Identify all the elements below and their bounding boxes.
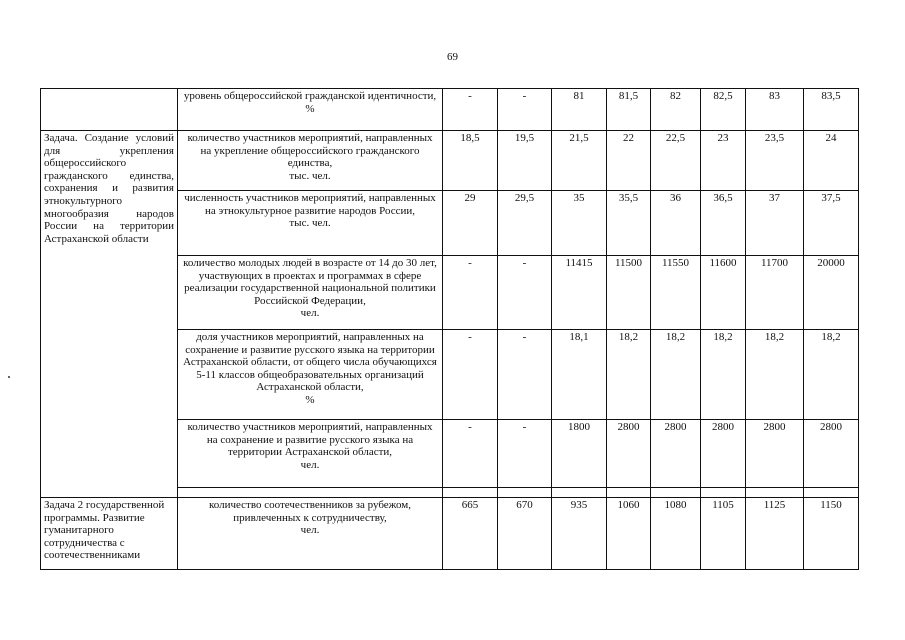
value-cell: 935: [552, 498, 607, 570]
value-cell: 11415: [552, 256, 607, 330]
task-cell: [41, 89, 178, 131]
indicator-unit: чел.: [300, 524, 320, 537]
value-cell: 22: [607, 131, 651, 191]
value-cell: 22,5: [651, 131, 701, 191]
value-cell: -: [498, 256, 552, 330]
indicator-cell: [178, 420, 443, 488]
table-row: [41, 89, 859, 131]
value-cell: -: [498, 420, 552, 488]
indicator-cell: [178, 330, 443, 420]
value-cell: 1060: [607, 498, 651, 570]
value-cell: 82,5: [701, 89, 746, 131]
value-cell: 11550: [651, 256, 701, 330]
value-cell: [443, 488, 498, 498]
indicator-unit: тыс. чел.: [289, 217, 331, 230]
value-cell: 18,5: [443, 131, 498, 191]
indicator-cell: [178, 488, 443, 498]
indicator-cell: [178, 131, 443, 191]
indicator-cell: [178, 498, 443, 570]
indicator-unit: чел.: [300, 307, 320, 320]
value-cell: 83,5: [804, 89, 859, 131]
value-cell: -: [443, 89, 498, 131]
value-cell: -: [443, 256, 498, 330]
value-cell: 2800: [701, 420, 746, 488]
value-cell: [607, 488, 651, 498]
value-cell: 37,5: [804, 191, 859, 256]
value-cell: 19,5: [498, 131, 552, 191]
indicator-text: доля участников мероприятий, направленных на сохранение и развитие русского языка на территории Астраханской области, от общего числа обучающихся 5-11 классов общеобразовательных организаций Астраханской области,: [183, 331, 437, 394]
value-cell: [701, 488, 746, 498]
value-cell: 1150: [804, 498, 859, 570]
table-row: [41, 131, 859, 191]
value-cell: 81,5: [607, 89, 651, 131]
indicator-text: количество участников мероприятий, направленных на укрепление общероссийского гражданского единства,: [187, 132, 433, 170]
value-cell: [552, 488, 607, 498]
value-cell: 36,5: [701, 191, 746, 256]
value-cell: 23,5: [746, 131, 804, 191]
value-cell: 11700: [746, 256, 804, 330]
value-cell: [746, 488, 804, 498]
value-cell: 83: [746, 89, 804, 131]
value-cell: 21,5: [552, 131, 607, 191]
value-cell: 18,2: [804, 330, 859, 420]
indicator-unit: %: [305, 102, 315, 115]
value-cell: 82: [651, 89, 701, 131]
value-cell: 2800: [746, 420, 804, 488]
value-cell: 81: [552, 89, 607, 131]
indicator-text: количество соотечественников за рубежом, привлеченных к сотрудничеству,: [208, 499, 412, 524]
table-row: [41, 498, 859, 570]
value-cell: 24: [804, 131, 859, 191]
value-cell: 18,2: [701, 330, 746, 420]
value-cell: 2800: [804, 420, 859, 488]
value-cell: 29,5: [498, 191, 552, 256]
value-cell: [498, 488, 552, 498]
value-cell: 18,2: [651, 330, 701, 420]
value-cell: 1080: [651, 498, 701, 570]
value-cell: 35,5: [607, 191, 651, 256]
value-cell: [651, 488, 701, 498]
indicators-table: [40, 88, 859, 570]
value-cell: 2800: [651, 420, 701, 488]
value-cell: 23: [701, 131, 746, 191]
indicator-text: уровень общероссийской гражданской идентичности,: [183, 90, 437, 102]
value-cell: 1800: [552, 420, 607, 488]
value-cell: 18,1: [552, 330, 607, 420]
indicator-cell: [178, 89, 443, 131]
value-cell: [804, 488, 859, 498]
indicator-unit: %: [305, 393, 315, 406]
value-cell: 670: [498, 498, 552, 570]
value-cell: 36: [651, 191, 701, 256]
value-cell: 11500: [607, 256, 651, 330]
indicator-unit: тыс. чел.: [289, 169, 331, 182]
indicator-cell: [178, 191, 443, 256]
value-cell: 665: [443, 498, 498, 570]
stray-mark: [8, 376, 10, 378]
value-cell: 18,2: [746, 330, 804, 420]
indicator-unit: чел.: [300, 458, 320, 471]
page-number: 69: [447, 51, 458, 63]
task-cell: Задача. Создание условий для укрепления общероссийского гражданского единства, сохранения и развития этнокультурного многообразия народов России на территории Астраханской области: [41, 131, 178, 498]
indicator-text: количество молодых людей в возрасте от 14 до 30 лет, участвующих в проектах и программах в сфере реализации государственной национальной политики Российской Федерации,: [183, 257, 437, 307]
task-cell: Задача 2 государственной программы. Развитие гуманитарного сотрудничества с соотечественниками: [41, 498, 178, 570]
indicator-text: численность участников мероприятий, направленных на этнокультурное развитие народов России,: [184, 192, 436, 217]
value-cell: -: [498, 330, 552, 420]
value-cell: 2800: [607, 420, 651, 488]
indicator-text: количество участников мероприятий, направленных на сохранение и развитие русского языка на территории Астраханской области,: [187, 421, 433, 459]
value-cell: 1105: [701, 498, 746, 570]
value-cell: 37: [746, 191, 804, 256]
value-cell: -: [443, 420, 498, 488]
value-cell: 35: [552, 191, 607, 256]
value-cell: 1125: [746, 498, 804, 570]
value-cell: -: [443, 330, 498, 420]
value-cell: 20000: [804, 256, 859, 330]
value-cell: 29: [443, 191, 498, 256]
indicator-cell: [178, 256, 443, 330]
value-cell: 11600: [701, 256, 746, 330]
value-cell: 18,2: [607, 330, 651, 420]
value-cell: -: [498, 89, 552, 131]
